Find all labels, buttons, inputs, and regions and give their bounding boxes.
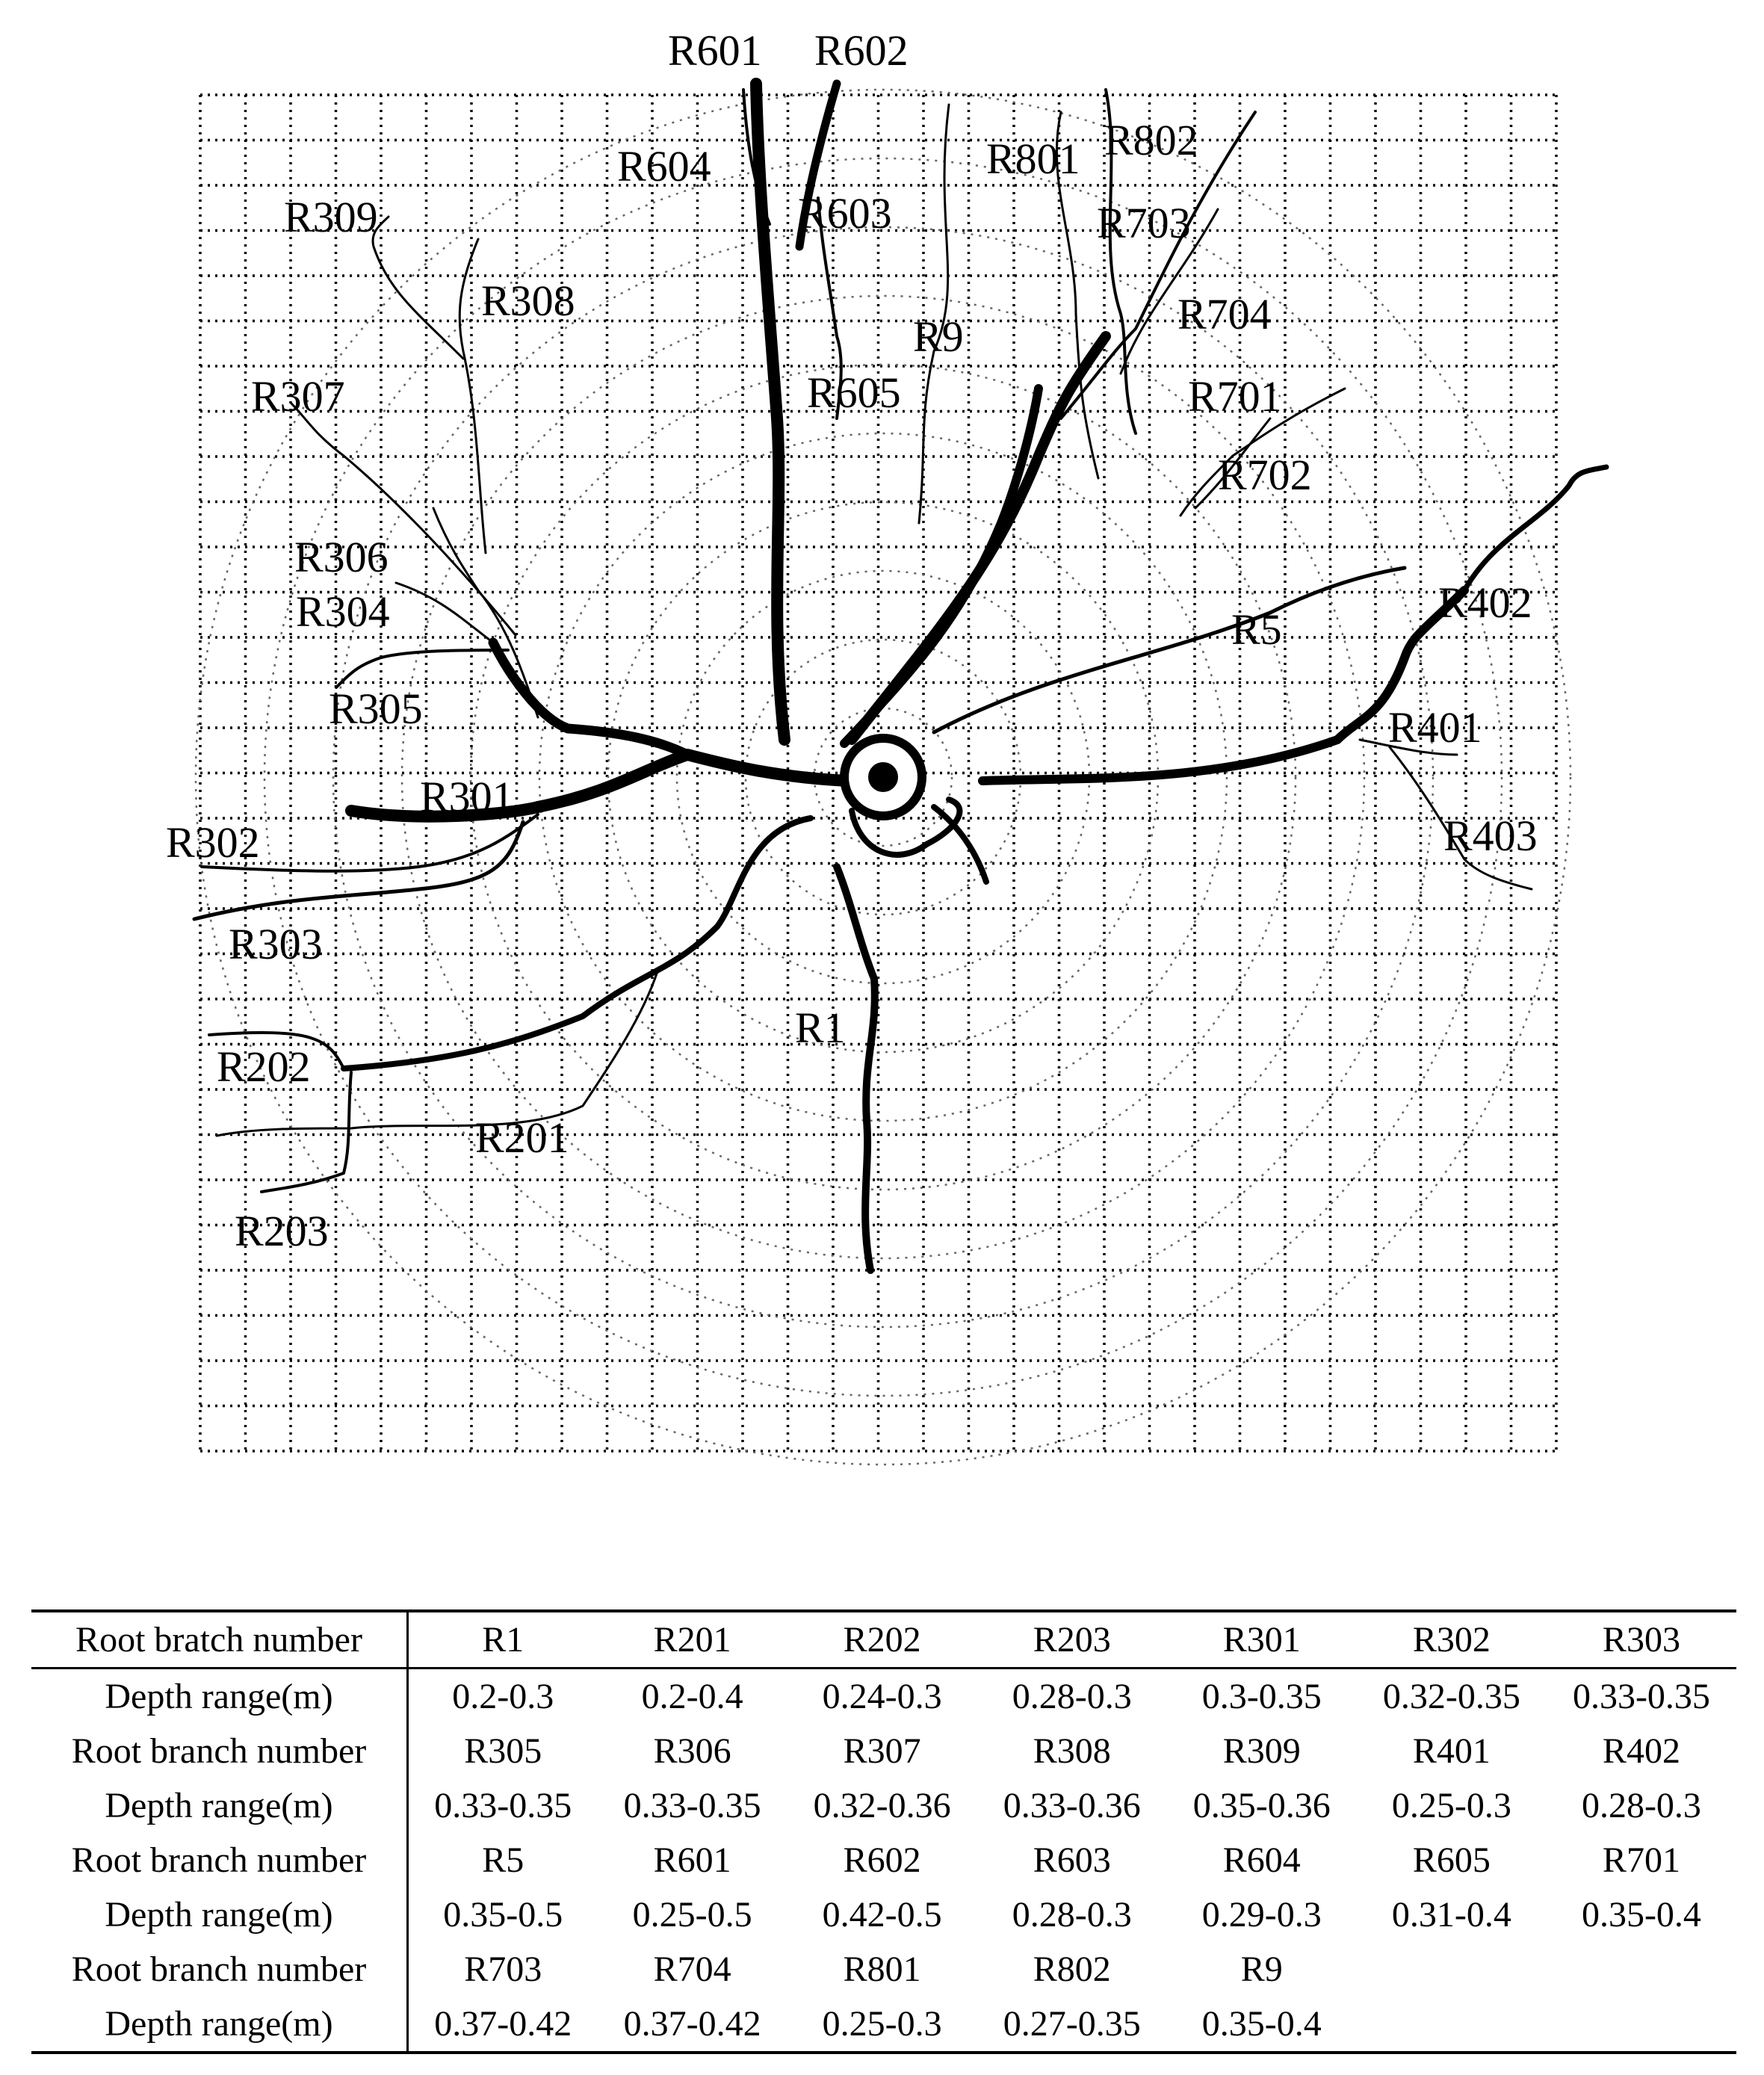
row-header: Root branch number <box>31 1724 408 1778</box>
table-cell: 0.3-0.35 <box>1201 1677 1322 1716</box>
table-cell: 0.33-0.35 <box>1572 1677 1710 1716</box>
branch-label-r303: R303 <box>229 920 323 968</box>
table-cell: R704 <box>653 1949 731 1989</box>
table-cell: R601 <box>653 1840 731 1880</box>
table-cell: 0.2-0.4 <box>641 1677 743 1716</box>
table-cell: 0.25-0.5 <box>632 1895 752 1935</box>
table-cell: 0.35-0.36 <box>1192 1786 1331 1825</box>
branch-label-r201: R201 <box>475 1113 569 1162</box>
table-cell: 0.33-0.36 <box>1003 1786 1141 1825</box>
branch-label-r301: R301 <box>420 773 514 821</box>
root-r5-side <box>934 568 1405 732</box>
table-cell: R303 <box>1547 1611 1736 1669</box>
root-r202 <box>344 818 811 1069</box>
branch-label-r304: R304 <box>296 587 390 636</box>
table-cell: 0.28-0.3 <box>1012 1895 1132 1935</box>
table-cell: R701 <box>1602 1840 1680 1880</box>
table-row <box>31 1611 1736 1669</box>
branch-label-r202: R202 <box>217 1042 311 1091</box>
table-cell: 0.31-0.4 <box>1391 1895 1511 1935</box>
branch-label-r305: R305 <box>329 684 423 733</box>
table-cell: R401 <box>1412 1731 1491 1771</box>
table-cell: R301 <box>1167 1611 1357 1669</box>
table-cell: 0.32-0.36 <box>813 1786 951 1825</box>
branch-label-r9: R9 <box>913 312 964 361</box>
table-row <box>31 1833 1736 1887</box>
table-cell <box>1547 1997 1736 2053</box>
branch-label-r308: R308 <box>481 276 575 325</box>
table-cell: 0.32-0.35 <box>1382 1677 1520 1716</box>
branch-labels <box>166 26 1538 1255</box>
table-cell: R202 <box>787 1611 977 1669</box>
table-cell <box>1357 1942 1547 1997</box>
row-header: Root bratch number <box>31 1611 408 1669</box>
table-cell: 0.25-0.3 <box>822 2004 942 2044</box>
root-r305 <box>336 650 508 687</box>
root-r401 <box>982 590 1464 781</box>
row-header: Root branch number <box>31 1942 408 1997</box>
branch-label-r701: R701 <box>1188 372 1282 421</box>
table-cell: 0.35-0.4 <box>1581 1895 1701 1935</box>
table-cell: 0.27-0.35 <box>1003 2004 1141 2044</box>
table-cell: 0.28-0.3 <box>1012 1677 1132 1716</box>
root-system <box>194 84 1606 1270</box>
table-row <box>31 1724 1736 1778</box>
root-r309 <box>373 217 463 359</box>
table-row <box>31 1669 1736 1725</box>
table-cell: R302 <box>1357 1611 1547 1669</box>
table-cell: R305 <box>464 1731 542 1771</box>
depth-range-table <box>31 1609 1736 2054</box>
table-cell: 0.29-0.3 <box>1201 1895 1322 1935</box>
table-cell: R201 <box>598 1611 787 1669</box>
branch-label-r307: R307 <box>251 372 345 421</box>
branch-label-r309: R309 <box>284 193 378 241</box>
table-cell: 0.42-0.5 <box>822 1895 942 1935</box>
table-row <box>31 1942 1736 1997</box>
table-cell: R703 <box>464 1949 542 1989</box>
row-header: Depth range(m) <box>31 1887 408 1942</box>
table-cell: R203 <box>977 1611 1167 1669</box>
branch-label-r605: R605 <box>807 368 901 417</box>
table-cell: 0.24-0.3 <box>822 1677 942 1716</box>
table-row <box>31 1997 1736 2053</box>
branch-label-r403: R403 <box>1443 811 1538 860</box>
table-cell: 0.25-0.3 <box>1391 1786 1511 1825</box>
branch-label-r306: R306 <box>294 533 389 581</box>
table-cell: R603 <box>1033 1840 1111 1880</box>
table-cell: R801 <box>843 1949 921 1989</box>
table-cell: R307 <box>843 1731 921 1771</box>
table-cell: 0.2-0.3 <box>452 1677 554 1716</box>
table-cell <box>1357 1997 1547 2053</box>
branch-label-r1: R1 <box>795 1004 846 1052</box>
branch-label-r704: R704 <box>1177 290 1272 338</box>
table-cell: 0.37-0.42 <box>434 2004 572 2044</box>
table-cell: R9 <box>1240 1949 1283 1989</box>
row-header: Depth range(m) <box>31 1997 408 2053</box>
branch-label-r703: R703 <box>1097 199 1191 247</box>
table-cell: R308 <box>1033 1731 1111 1771</box>
branch-label-r802: R802 <box>1104 116 1198 164</box>
table-cell: R602 <box>843 1840 921 1880</box>
branch-label-r602: R602 <box>814 26 909 75</box>
table-cell: 0.33-0.35 <box>623 1786 761 1825</box>
table-row <box>31 1778 1736 1833</box>
branch-label-r801: R801 <box>986 134 1080 183</box>
table-cell: R802 <box>1033 1949 1111 1989</box>
branch-label-r401: R401 <box>1388 703 1482 752</box>
branch-label-r5: R5 <box>1231 605 1282 654</box>
branch-label-r203: R203 <box>235 1207 329 1255</box>
branch-label-r702: R702 <box>1218 451 1312 499</box>
row-header: Depth range(m) <box>31 1778 408 1833</box>
table-cell: R604 <box>1222 1840 1301 1880</box>
table-cell: R309 <box>1222 1731 1301 1771</box>
table-cell: 0.37-0.42 <box>623 2004 761 2044</box>
row-header: Root branch number <box>31 1833 408 1887</box>
table-cell: 0.35-0.4 <box>1201 2004 1322 2044</box>
root-r5-branch <box>844 389 1039 743</box>
table-cell: 0.33-0.35 <box>434 1786 572 1825</box>
root-r1 <box>837 867 875 1270</box>
table-cell: R1 <box>408 1611 598 1669</box>
table-cell: 0.35-0.5 <box>443 1895 563 1935</box>
branch-label-r603: R603 <box>798 189 892 238</box>
branch-label-r604: R604 <box>617 142 711 191</box>
root-crown-center <box>871 765 895 789</box>
table-cell: R306 <box>653 1731 731 1771</box>
table-cell: R402 <box>1602 1731 1680 1771</box>
root-r30x <box>493 643 687 755</box>
branch-label-r601: R601 <box>668 26 762 75</box>
table-cell: 0.28-0.3 <box>1581 1786 1701 1825</box>
table-row <box>31 1887 1736 1942</box>
row-header: Depth range(m) <box>31 1669 408 1725</box>
table-cell: R5 <box>482 1840 524 1880</box>
root-r4-to-r402 <box>1464 467 1606 590</box>
branch-label-r402: R402 <box>1438 578 1532 627</box>
branch-label-r302: R302 <box>166 818 260 867</box>
table-cell: R605 <box>1412 1840 1491 1880</box>
table-cell <box>1547 1942 1736 1997</box>
